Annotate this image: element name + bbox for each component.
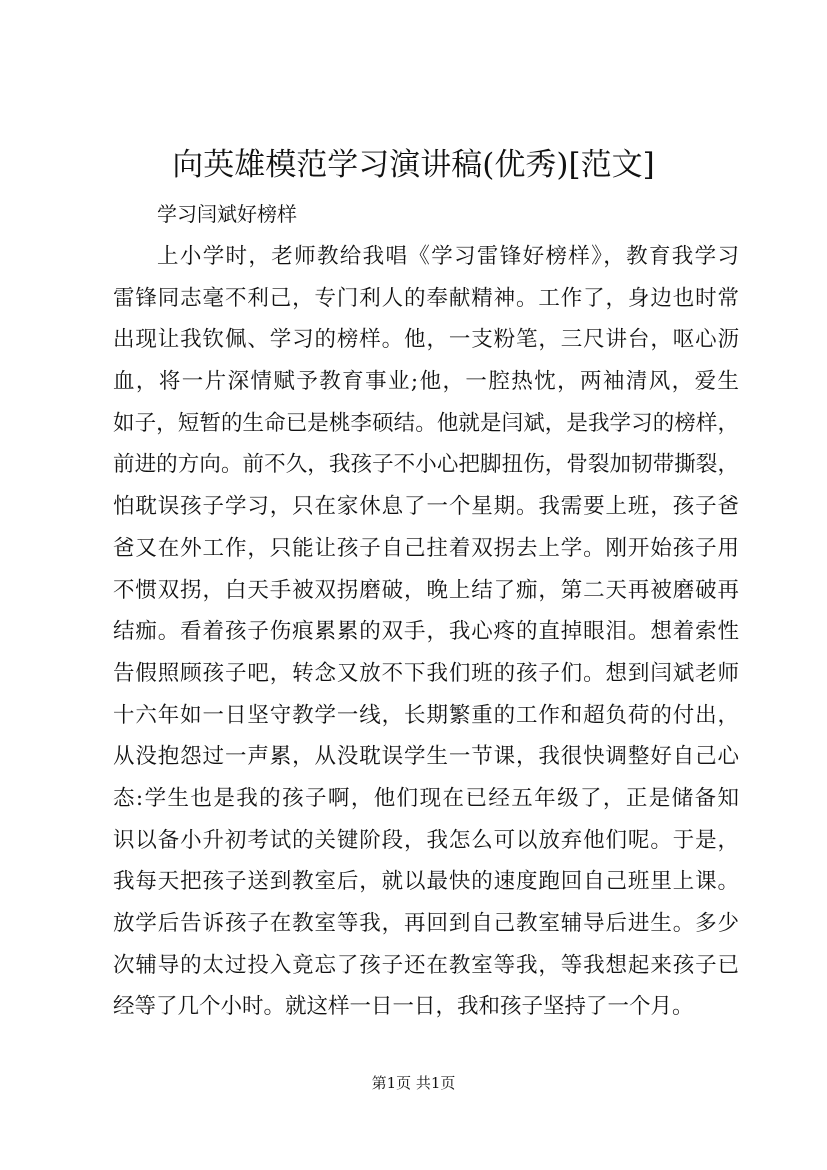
body-line: 识以备小升初考试的关键阶段，我怎么可以放弃他们呢。于是， — [113, 827, 739, 853]
document-subtitle: 学习闫斌好榜样 — [157, 202, 297, 226]
body-line: 态:学生也是我的孩子啊，他们现在已经五年级了，正是储备知 — [113, 785, 739, 811]
body-line: 我每天把孩子送到教室后，就以最快的速度跑回自己班里上课。 — [113, 869, 739, 895]
body-line: 上小学时，老师教给我唱《学习雷锋好榜样》，教育我学习 — [157, 244, 739, 269]
body-line: 告假照顾孩子吧，转念又放不下我们班的孩子们。想到闫斌老师 — [113, 660, 739, 686]
body-line: 经等了几个小时。就这样一日一日，我和孩子坚持了一个月。 — [113, 994, 694, 1020]
body-line: 放学后告诉孩子在教室等我，再回到自己教室辅导后进生。多少 — [113, 911, 739, 936]
page-number-footer: 第1页 共1页 — [371, 1074, 456, 1092]
body-line: 次辅导的太过投入竟忘了孩子还在教室等我，等我想起来孩子已 — [113, 952, 739, 978]
body-line: 血，将一片深情赋予教育事业;他，一腔热忱，两袖清风，爱生 — [113, 369, 739, 395]
body-line: 出现让我钦佩、学习的榜样。他，一支粉笔，三尺讲台，呕心沥 — [113, 327, 739, 353]
page-title: 向英雄模范学习演讲稿(优秀)[范文] — [172, 147, 655, 183]
body-line: 怕耽误孩子学习，只在家休息了一个星期。我需要上班，孩子爸 — [113, 494, 739, 520]
body-line: 十六年如一日坚守教学一线，长期繁重的工作和超负荷的付出， — [113, 702, 739, 728]
body-text — [113, 236, 743, 1028]
body-line: 雷锋同志毫不利己，专门利人的奉献精神。工作了，身边也时常 — [113, 285, 739, 311]
body-line: 前进的方向。前不久，我孩子不小心把脚扭伤，骨裂加韧带撕裂， — [113, 452, 739, 478]
body-line: 从没抱怨过一声累，从没耽误学生一节课，我很快调整好自己心 — [113, 744, 739, 770]
body-line: 如子，短暂的生命已是桃李硕结。他就是闫斌，是我学习的榜样， — [113, 410, 739, 436]
body-line: 爸又在外工作，只能让孩子自己拄着双拐去上学。刚开始孩子用 — [113, 535, 739, 561]
body-line: 结痂。看着孩子伤痕累累的双手，我心疼的直掉眼泪。想着索性 — [113, 619, 739, 645]
body-line: 不惯双拐，白天手被双拐磨破，晚上结了痂，第二天再被磨破再 — [113, 577, 739, 603]
